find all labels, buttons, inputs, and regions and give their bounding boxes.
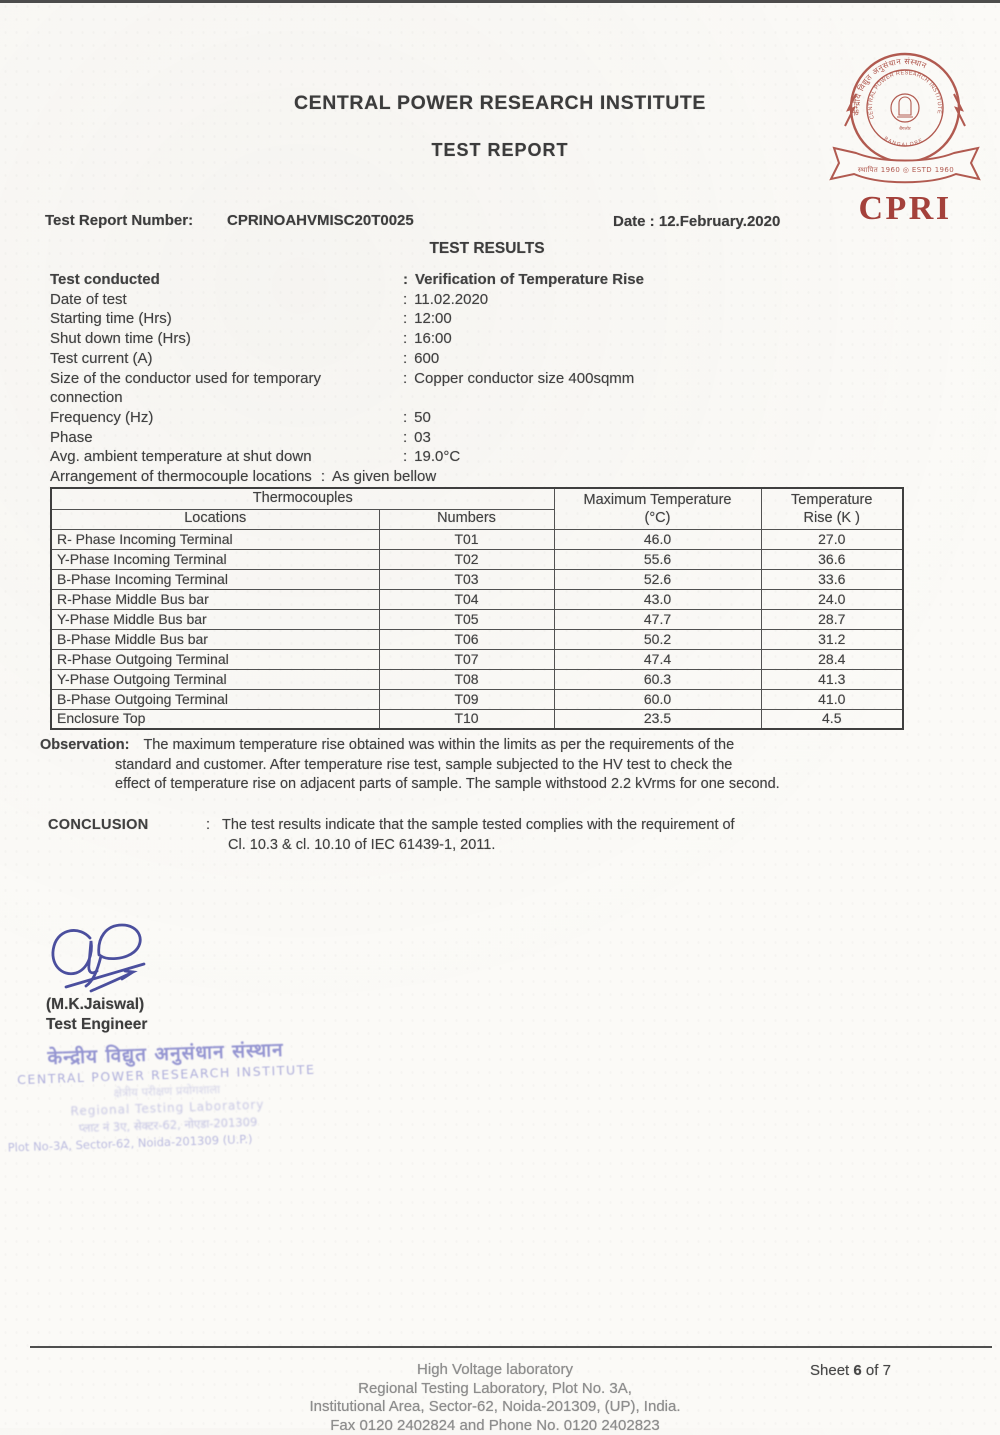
cell-rise: 24.0 [761, 589, 903, 609]
cell-location: B-Phase Incoming Terminal [51, 569, 379, 589]
detail-label: Avg. ambient temperature at shut down [50, 448, 312, 466]
cell-rise: 41.0 [761, 689, 903, 709]
detail-row [50, 408, 950, 428]
conclusion-colon: : [206, 817, 211, 833]
column-header-numbers: Numbers [379, 509, 554, 529]
detail-row [50, 270, 950, 290]
cell-number: T05 [379, 609, 554, 629]
stamp-line: क्षेत्रीय परीक्षण प्रयोगशाला [113, 1082, 221, 1100]
detail-label: Arrangement of thermocouple locations [50, 468, 312, 486]
detail-value: : 11.02.2020 [403, 290, 489, 308]
table-row [51, 609, 903, 629]
detail-row [50, 467, 950, 487]
report-number-line [45, 212, 955, 229]
cell-rise: 31.2 [761, 629, 903, 649]
seal-org-english: CENTRAL POWER RESEARCH INSTITUTE [867, 70, 943, 120]
cell-location: Y-Phase Incoming Terminal [51, 549, 379, 569]
signatory-role: Test Engineer [46, 1016, 148, 1033]
cell-location: Y-Phase Middle Bus bar [51, 609, 379, 629]
page-title: CENTRAL POWER RESEARCH INSTITUTE [293, 92, 707, 114]
report-date-value: 12.February.2020 [658, 213, 781, 230]
detail-label: Phase [50, 428, 93, 446]
detail-label: Date of test [50, 290, 127, 308]
table-row [51, 649, 903, 669]
cell-number: T09 [379, 689, 554, 709]
detail-row [50, 309, 950, 329]
cell-number: T02 [379, 549, 554, 569]
cell-rise: 27.0 [761, 529, 903, 549]
cell-location: Y-Phase Outgoing Terminal [51, 669, 379, 689]
report-subtitle: TEST REPORT [431, 140, 569, 160]
detail-value: : Verification of Temperature Rise [403, 271, 644, 288]
section-title: TEST RESULTS [429, 240, 545, 257]
footer-line: High Voltage laboratory [417, 1361, 573, 1378]
cell-rise: 36.6 [761, 549, 903, 569]
footer-line: Fax 0120 2402824 and Phone No. 0120 2402823 [330, 1416, 660, 1434]
detail-row [50, 369, 950, 408]
cell-max-temp: 47.4 [554, 649, 761, 669]
table-row [51, 549, 903, 569]
cell-max-temp: 47.7 [554, 609, 761, 629]
report-date [613, 213, 780, 230]
table-row [51, 629, 903, 649]
table-row [51, 569, 903, 589]
cell-location: R-Phase Outgoing Terminal [51, 649, 379, 669]
detail-value: : 50 [403, 408, 431, 426]
seal-city: BANGALORE [882, 135, 925, 149]
cell-number: T04 [379, 589, 554, 609]
detail-value: : Copper conductor size 400sqmm [403, 369, 635, 387]
conclusion-block [48, 815, 862, 855]
conclusion-line: Cl. 10.3 & cl. 10.10 of IEC 61439-1, 2011. [228, 837, 496, 853]
cpri-logo [826, 36, 988, 226]
observation-line: standard and customer. After temperature rise test, sample subjected to the HV test to check the [115, 756, 733, 773]
cell-location: R- Phase Incoming Terminal [51, 529, 379, 549]
signatory-name: (M.K.Jaiswal) [46, 996, 145, 1013]
cpri-seal-graphic [826, 36, 988, 226]
stamp-line: Regional Testing Laboratory [70, 1097, 265, 1119]
cell-number: T03 [379, 569, 554, 589]
sheet-number: 6 [853, 1362, 862, 1379]
sheet-prefix: Sheet [810, 1362, 854, 1379]
detail-value: : As given bellow [320, 468, 437, 486]
report-number-value: CPRINOAHVMISC20T0025 [227, 212, 414, 229]
detail-row [50, 329, 950, 349]
report-date-label: Date : [613, 213, 655, 230]
column-header-rise: Temperature Rise (K ) [761, 488, 903, 529]
footer-line: Regional Testing Laboratory, Plot No. 3A, [358, 1379, 632, 1397]
footer-divider [30, 1346, 992, 1348]
signature [46, 920, 170, 1000]
cell-location: B-Phase Outgoing Terminal [51, 689, 379, 709]
detail-label: Starting time (Hrs) [50, 310, 172, 328]
detail-label: Test current (A) [50, 349, 153, 367]
detail-label: Test conducted [50, 271, 160, 288]
cell-number: T01 [379, 529, 554, 549]
stamp-line: केन्द्रीय विद्युत अनुसंधान संस्थान [47, 1038, 284, 1070]
report-number-label: Test Report Number: [45, 212, 194, 229]
table-row [51, 529, 903, 549]
cell-number: T06 [379, 629, 554, 649]
observation-block [40, 736, 925, 795]
cpri-wordmark: CPRI [858, 190, 952, 226]
table-row [51, 689, 903, 709]
detail-value: : 19.0°C [403, 448, 461, 466]
sheet-suffix: of 7 [861, 1362, 891, 1379]
stamp-line: CENTRAL POWER RESEARCH INSTITUTE [16, 1061, 316, 1088]
detail-row [50, 428, 950, 448]
scan-edge-artifact [0, 0, 1000, 3]
conclusion-heading: CONCLUSION [48, 817, 149, 833]
cell-rise: 28.4 [761, 649, 903, 669]
cell-max-temp: 60.3 [554, 669, 761, 689]
sheet-indicator [810, 1362, 891, 1379]
cell-location: Enclosure Top [51, 709, 379, 729]
cell-rise: 4.5 [761, 709, 903, 729]
cell-number: T07 [379, 649, 554, 669]
detail-label: Size of the conductor used for temporary connection [50, 369, 321, 407]
table-row [51, 709, 903, 729]
column-header-max-temp: Maximum Temperature (°C) [554, 488, 761, 529]
table-row [51, 669, 903, 689]
cell-number: T10 [379, 709, 554, 729]
cell-rise: 33.6 [761, 569, 903, 589]
cell-rise: 41.3 [761, 669, 903, 689]
detail-row [50, 349, 950, 369]
cell-max-temp: 52.6 [554, 569, 761, 589]
detail-row [50, 447, 950, 467]
stamp-line: प्लाट नं 3ए, सेक्टर-62, नोएडा-201309 [78, 1114, 258, 1136]
detail-value: : 12:00 [403, 310, 452, 328]
cell-max-temp: 23.5 [554, 709, 761, 729]
cell-number: T08 [379, 669, 554, 689]
cell-max-temp: 46.0 [554, 529, 761, 549]
footer-line: Institutional Area, Sector-62, Noida-201309, (UP), India. [309, 1398, 681, 1416]
results-table [50, 487, 904, 730]
conclusion-line: The test results indicate that the sample tested complies with the requirement of [222, 817, 735, 833]
cell-max-temp: 60.0 [554, 689, 761, 709]
seal-city-hindi: बैंगलोर [899, 127, 911, 132]
table-row [51, 589, 903, 609]
office-stamp [0, 1034, 334, 1154]
column-header-locations: Locations [51, 509, 379, 529]
detail-value: : 600 [403, 349, 440, 367]
stamp-line: Plot No-3A, Sector-62, Noida-201309 (U.P.) [7, 1132, 253, 1155]
cell-max-temp: 55.6 [554, 549, 761, 569]
detail-row [50, 290, 950, 310]
seal-org-hindi: केन्द्रीय विद्युत अनुसंधान संस्थान [851, 56, 928, 116]
ribbon-estd-text: स्थापित 1960 ◎ ESTD 1960 [857, 166, 955, 174]
cell-rise: 28.7 [761, 609, 903, 629]
observation-line: effect of temperature rise on adjacent parts of sample. The sample withstood 2.2 kVrms for one second. [115, 776, 780, 793]
observation-heading: Observation: [40, 737, 130, 753]
test-details [50, 270, 950, 487]
table-group-header: Thermocouples [51, 488, 554, 509]
observation-line: The maximum temperature rise obtained was within the limits as per the requirements of the [143, 737, 735, 753]
cell-max-temp: 50.2 [554, 629, 761, 649]
cell-location: B-Phase Middle Bus bar [51, 629, 379, 649]
detail-value: : 03 [403, 428, 431, 446]
detail-value: : 16:00 [403, 330, 452, 348]
detail-label: Frequency (Hz) [50, 408, 154, 426]
detail-label: Shut down time (Hrs) [50, 330, 191, 348]
cell-max-temp: 43.0 [554, 589, 761, 609]
cell-location: R-Phase Middle Bus bar [51, 589, 379, 609]
